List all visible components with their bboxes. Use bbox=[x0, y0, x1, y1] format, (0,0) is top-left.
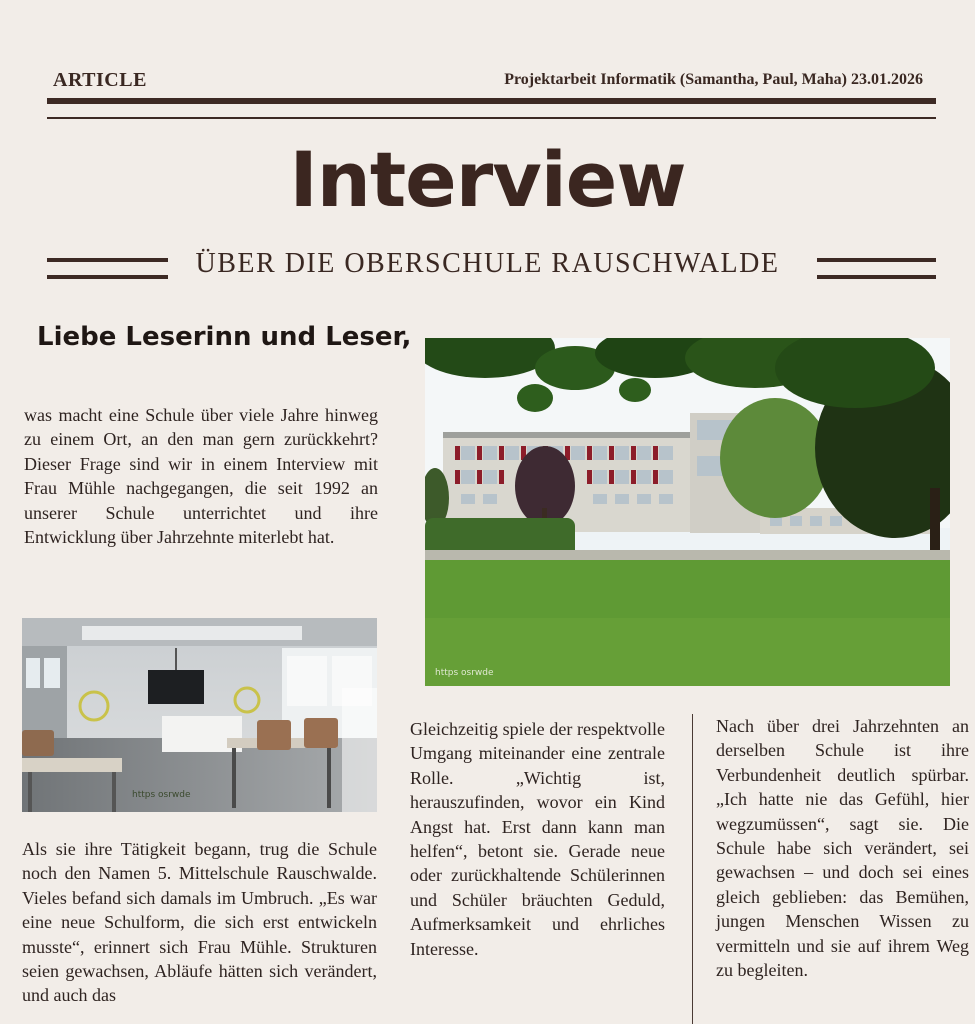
column-divider bbox=[692, 714, 693, 1024]
page-title: Interview bbox=[289, 135, 686, 224]
page-subtitle: ÜBER DIE OBERSCHULE RAUSCHWALDE bbox=[195, 248, 780, 279]
column3-paragraph: Nach über drei Jahrzehnten an derselben Schule ist ihre Verbundenheit deutlich spürbar. „Ich hatte nie das Gefühl, hier wegzumüssen“, sagt sie. Die Schule habe sich verändert, sei gewachsen – und doch sei eines gleich geblieben: das Bemühen, jungen Menschen Wissen zu vermitteln und sie auf ihrem Weg zu begleiten. bbox=[716, 716, 969, 981]
subtitle-rule-right-bottom bbox=[817, 275, 936, 279]
greeting-heading: Liebe Leserinn und Leser, bbox=[37, 322, 412, 352]
classroom-photo-image bbox=[22, 618, 377, 812]
section-label: ARTICLE bbox=[53, 69, 147, 91]
intro-paragraph: was macht eine Schule über viele Jahre hinweg zu einem Ort, an den man gern zurückkehrt? Dieser Frage sind wir in einem Interview mit Frau Mühle nachgegangen, die seit 1992 an unserer Schule unterrichtet und ihre Entwicklung über Jahrzehnte miterlebt hat. bbox=[24, 405, 378, 548]
school-building-photo bbox=[425, 338, 950, 686]
article-meta: Projektarbeit Informatik (Samantha, Paul, Maha) 23.01.2026 bbox=[504, 71, 923, 88]
classroom-photo bbox=[22, 618, 377, 812]
subtitle-rule-right-top bbox=[817, 258, 936, 262]
column1-paragraph: Als sie ihre Tätigkeit begann, trug die Schule noch den Namen 5. Mittelschule Rauschwalde. Vieles befand sich damals im Umbruch. „Es war eine neue Schulform, die sich erst entwickeln musste“, erinnert sich Frau Mühle. Strukturen seien gewachsen, Abläufe hätten sich verändert, und auch das bbox=[22, 839, 377, 1006]
column2-paragraph: Gleichzeitig spiele der respektvolle Umgang miteinander eine zentrale Rolle. „Wichtig ist, herauszufinden, wovor ein Kind Angst hat. Erst dann kann man helfen“, betont sie. Gerade neue oder zurückhaltende Schülerinnen und Schüler bräuchten Geduld, Aufmerksamkeit und ehrliches Interesse. bbox=[410, 719, 665, 959]
header-rule-thick bbox=[47, 98, 936, 104]
school-building-photo-image bbox=[425, 338, 950, 686]
header-rule-thin bbox=[47, 117, 936, 119]
school-photo-credit: https osrwde bbox=[435, 668, 494, 678]
classroom-photo-credit: https osrwde bbox=[132, 790, 191, 800]
